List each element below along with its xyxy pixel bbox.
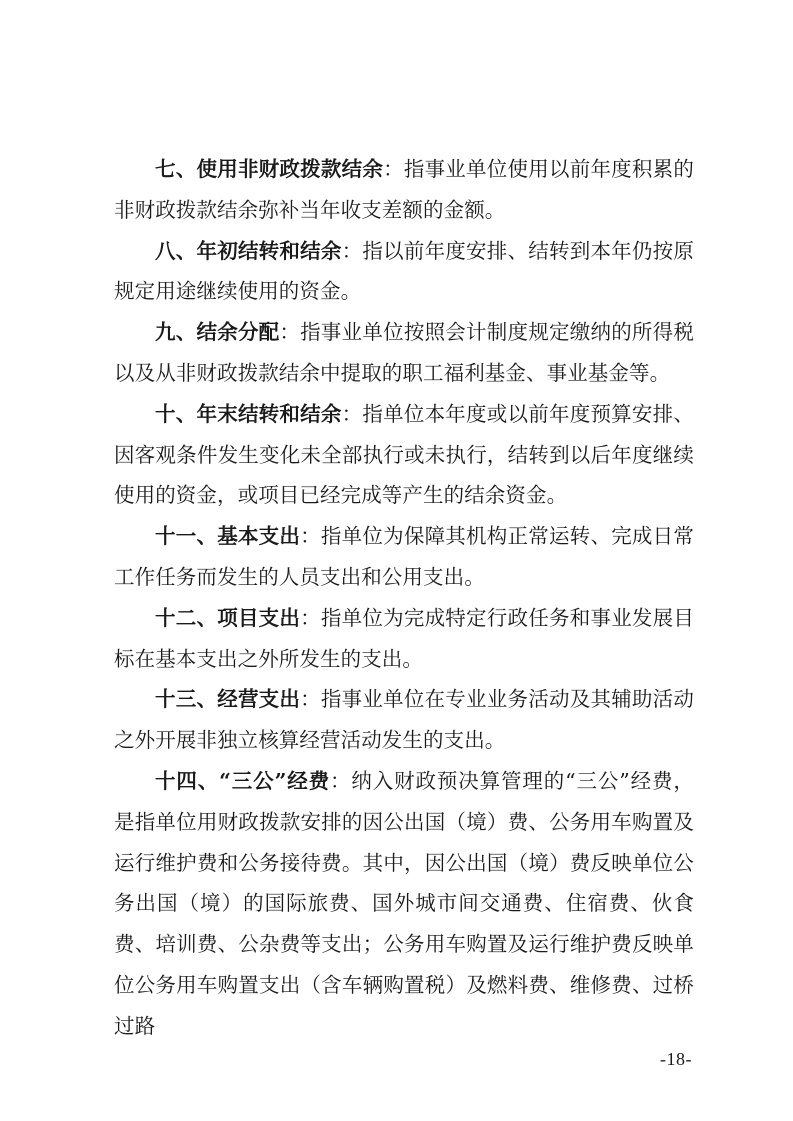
paragraph-10 <box>114 394 694 516</box>
term-12: 十二、项目支出 <box>155 605 301 630</box>
term-10: 十、年末结转和结余 <box>155 401 342 426</box>
term-9: 九、结余分配 <box>155 320 280 345</box>
body-text <box>114 149 694 1047</box>
term-8: 八、年初结转和结余 <box>155 238 342 263</box>
definition-12: ：指单位为完成特定行政任务和事业发展目标在基本支出之外所发生的支出。 <box>114 605 694 671</box>
page-number: -18- <box>660 1049 692 1069</box>
paragraph-7 <box>114 149 694 231</box>
paragraph-9 <box>114 312 694 394</box>
term-13: 十三、经营支出 <box>155 687 301 712</box>
definition-7: ：指事业单位使用以前年度积累的非财政拨款结余弥补当年收支差额的金额。 <box>114 157 694 222</box>
paragraph-14 <box>114 761 694 1047</box>
paragraph-8 <box>114 231 694 313</box>
paragraph-12 <box>114 598 694 680</box>
term-7: 七、使用非财政拨款结余 <box>155 157 384 181</box>
term-14: 十四、“三公”经费 <box>155 768 330 793</box>
definition-13: ：指事业单位在专业业务活动及其辅助活动之外开展非独立核算经营活动发生的支出。 <box>114 687 694 753</box>
definition-9: ：指事业单位按照会计制度规定缴纳的所得税以及从非财政拨款结余中提取的职工福利基金、事业基金等。 <box>114 320 694 385</box>
paragraph-13 <box>114 679 694 761</box>
paragraph-11 <box>114 516 694 598</box>
definition-14: ：纳入财政预决算管理的“三公”经费，是指单位用财政拨款安排的因公出国（境）费、公务用车购置及运行维护费和公务接待费。其中，因公出国（境）费反映单位公务出国（境）的国际旅费、国外城市间交通费、住宿费、伙食费、培训费、公杂费等支出；公务用车购置及运行维护费反映单位公务用车购置支出（含车辆购置税）及燃料费、维修费、过桥过路 <box>114 768 694 1038</box>
term-11: 十一、基本支出 <box>155 524 301 549</box>
definition-8: ：指以前年度安排、结转到本年仍按原规定用途继续使用的资金。 <box>114 238 694 304</box>
definition-11: ：指单位为保障其机构正常运转、完成日常工作任务而发生的人员支出和公用支出。 <box>114 524 694 589</box>
definition-10: ：指单位本年度或以前年度预算安排、因客观条件发生变化未全部执行或未执行，结转到以后年度继续使用的资金，或项目已经完成等产生的结余资金。 <box>114 401 694 508</box>
